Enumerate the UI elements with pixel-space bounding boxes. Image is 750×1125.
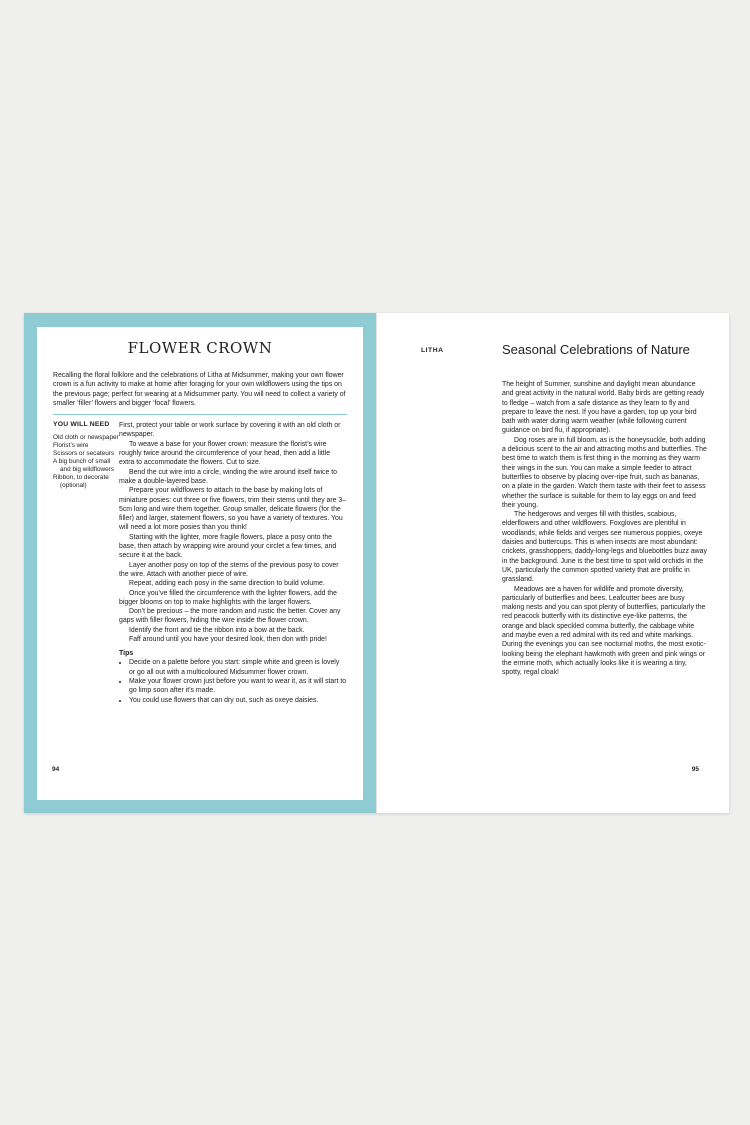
tips-heading: Tips (119, 650, 134, 658)
method-paragraph: Identify the front and tie the ribbon into a bow at the back. (129, 626, 305, 634)
method-paragraph: Starting with the lighter, more fragile flowers, place a posy onto the base, then attach by wrapping wire around your circlet a few times, and secure it at the back. (119, 533, 337, 560)
left-page (24, 313, 376, 813)
material-item: A big bunch of small and big wildflowers (53, 458, 114, 474)
method-paragraph: Bend the cut wire into a circle, winding the wire around itself twice to make a double-layered base. (119, 468, 337, 485)
body-paragraph: The height of Summer, sunshine and daylight mean abundance and great activity in the natural world. Baby birds are getting ready to fledge – watch from a safe distance as they learn to fly and prepare to leave the nest. If you have a garden, top up your bird bath with water during warm weather (while following current guidance on bird flu, if appropriate). (502, 381, 705, 435)
body-paragraph: The hedgerows and verges fill with thistles, scabious, elderflowers and other wildflowers. Foxgloves are plentiful in woodlands, while fields and verges see numerous poppies, oxeye daisies and buttercups. This is when insects are most abundant: crickets, grasshoppers, daddy-long-legs and bluebottles buzz away in the background. June is the best time to spot wild orchids in the UK, particularly the common spotted variety that are prolific in grassland. (502, 511, 707, 584)
method-paragraph: Don’t be precious – the more random and rustic the better. Cover any gaps with filler flowers, hiding the wire inside the flower crown. (119, 608, 341, 625)
section-title: Seasonal Celebrations of Nature (502, 342, 690, 357)
method-paragraph: First, protect your table or work surface by covering it with an old cloth or newspaper. (119, 422, 341, 439)
right-page (376, 313, 729, 813)
material-item: Old cloth or newspaper (53, 434, 119, 442)
page-title: FLOWER CROWN (127, 339, 273, 357)
materials-items (53, 434, 119, 490)
materials-heading: YOU WILL NEED (53, 421, 110, 429)
method-text (119, 421, 347, 705)
method-paragraph: Repeat, adding each posy in the same direction to build volume. (129, 580, 325, 588)
page-number-left: 94 (52, 766, 60, 773)
tip-item: • You could use flowers that can dry out, such as oxeye daisies. (129, 696, 347, 705)
material-item: Florist’s wire (53, 442, 89, 450)
tip-item: • Decide on a palette before you start: simple white and green is lovely or go all out with a multicoloured Midsummer flower crown. (129, 658, 347, 677)
method-paragraph: To weave a base for your flower crown: measure the florist’s wire roughly twice around the circumference of your head, then add a little extra to accommodate the flowers. Cut to size. (119, 440, 331, 467)
intro-paragraph: Recalling the floral folklore and the celebrations of Litha at Midsummer, making your own flower crown is a fun activity to make at home after foraging for your own wildflowers using the tips on the previous page; perfect for wearing at a Midsummer party. You will need to collect a variety of smaller ‘filler’ flowers and bigger ‘focal’ flowers. (53, 371, 347, 415)
book-spread (24, 313, 729, 813)
tips-list (119, 658, 347, 704)
instruction-columns (53, 421, 347, 705)
running-head: LITHA (421, 347, 444, 354)
page-number-right: 95 (691, 766, 699, 773)
method-paragraph: Prepare your wildflowers to attach to the base by making lots of miniature posies: cut three or five flowers, trim their stems until they are 3–5cm long and wire them together. Group smaller, delicate flowers (for the filler) and larger, statement flowers, so you have a variety of textures. You will need a lot more posies than you think! (119, 487, 347, 532)
body-paragraph: Meadows are a haven for wildlife and promote diversity, particularly of butterflies and bees. Leafcutter bees are busy making nests and you can spot plenty of butterflies, particularly the red peacock butterfly with its distinctive eye-like patterns, the orange and black speckled comma butterfly, the cabbage white and maybe even a red admiral with its red and white markings. During the evenings you can see nocturnal moths, the most exotic-looking being the elephant hawkmoth with green and pink wings or the ermine moth, which actually looks like it is wearing a tiny, spotty, regal cloak! (502, 585, 706, 677)
material-item: Ribbon, to decorate (optional) (53, 474, 109, 490)
tip-item: • Make your flower crown just before you want to wear it, as it will start to go limp soon after it’s made. (129, 677, 347, 696)
materials-list (53, 421, 119, 705)
material-item: Scissors or secateurs (53, 450, 115, 458)
method-paragraph: Once you’ve filled the circumference with the lighter flowers, add the bigger blooms on top to make highlights with the larger flowers. (119, 589, 337, 606)
body-paragraph: Dog roses are in full bloom, as is the honeysuckle, both adding a delicious scent to the air and attracting moths and butterflies. The best time to watch them is first thing in the morning as they warm their wings in the sun. You can make a simple feeder to attract butterflies to observe by placing over-ripe fruit, such as bananas, on a plate in the garden. Watch them taste with their feet to assess whether the surface is suitable for them to lay eggs on and feed their young. (502, 436, 707, 509)
section-body (502, 380, 707, 678)
method-paragraph: Faff around until you have your desired look, then don with pride! (129, 636, 327, 644)
left-page-content (37, 327, 363, 800)
method-paragraph: Layer another posy on top of the stems of the previous posy to cover the wire. Attach with another piece of wire. (119, 561, 339, 578)
